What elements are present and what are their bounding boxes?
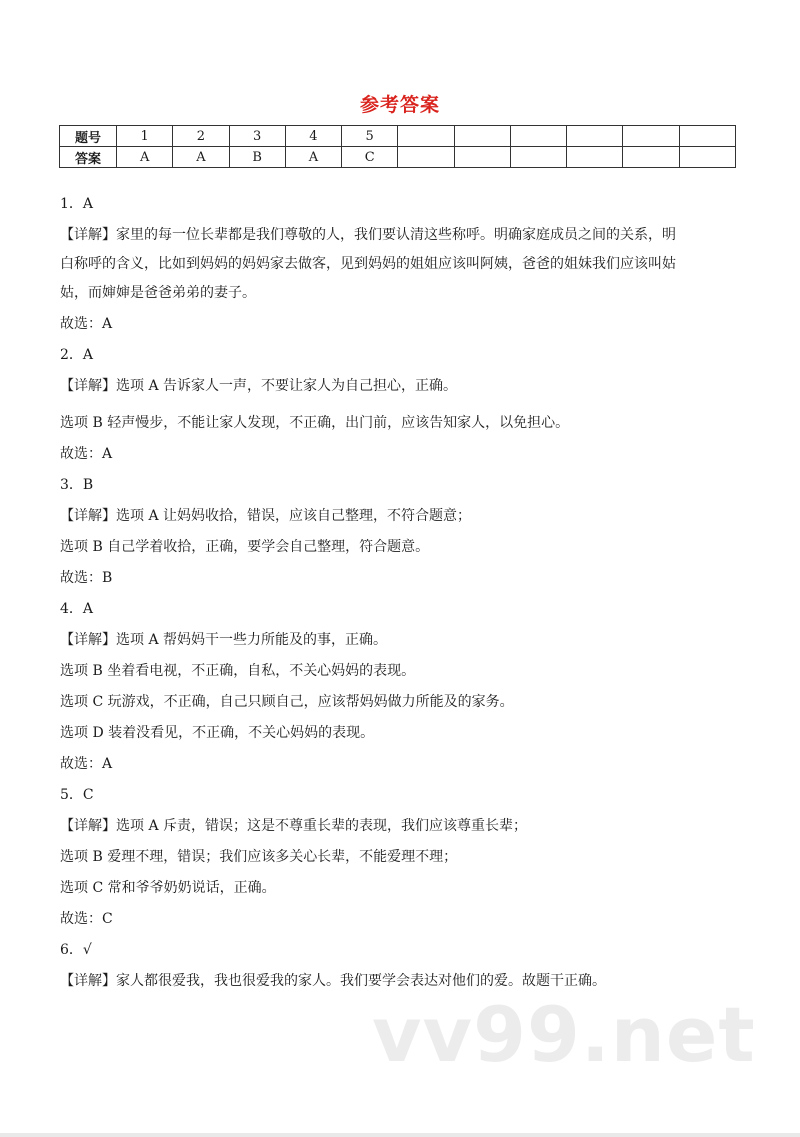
answer-cell: B <box>229 147 285 168</box>
number-cell: 4 <box>285 126 341 147</box>
row-header-answer: 答案 <box>60 147 117 168</box>
watermark-text: vv99.net <box>372 990 756 1079</box>
number-cell <box>454 126 510 147</box>
answer-cell: A <box>285 147 341 168</box>
result-line: 故选：A <box>60 316 113 332</box>
number-cell: 5 <box>342 126 398 147</box>
explanation-line: 【详解】家里的每一位长辈都是我们尊敬的人，我们要认清这些称呼。明确家庭成员之间的关系，明 <box>60 227 676 243</box>
explanation-line: 选项 B 自己学着收拾，正确，要学会自己整理，符合题意。 <box>60 539 430 555</box>
result-line: 故选：A <box>60 446 113 462</box>
answer-cell: A <box>117 147 173 168</box>
number-cell <box>679 126 735 147</box>
number-cell: 3 <box>229 126 285 147</box>
explanation-line: 【详解】家人都很爱我，我也很爱我的家人。我们要学会表达对他们的爱。故题干正确。 <box>60 973 606 989</box>
number-cell: 1 <box>117 126 173 147</box>
result-line: 故选：C <box>60 911 113 927</box>
explanation-line: 选项 B 坐着看电视，不正确，自私，不关心妈妈的表现。 <box>60 663 416 679</box>
number-row <box>60 126 736 147</box>
explanation-line: 选项 C 玩游戏，不正确，自己只顾自己，应该帮妈妈做力所能及的家务。 <box>60 694 514 710</box>
item-number: 5．C <box>60 787 94 803</box>
page-title: 参考答案 <box>359 94 440 116</box>
answer-cell: A <box>173 147 229 168</box>
explanation-line: 选项 B 爱理不理，错误；我们应该多关心长辈，不能爱理不理； <box>60 849 458 865</box>
item-number: 2．A <box>60 347 94 363</box>
item-number: 3．B <box>60 477 94 493</box>
answer-cell <box>567 147 623 168</box>
explanation-line: 【详解】选项 A 帮妈妈干一些力所能及的事，正确。 <box>60 632 388 648</box>
answer-table <box>59 125 736 168</box>
explanation-line: 【详解】选项 A 让妈妈收拾，错误，应该自己整理，不符合题意； <box>60 508 472 524</box>
explanation-line: 【详解】选项 A 斥责，错误；这是不尊重长辈的表现，我们应该尊重长辈； <box>60 818 528 834</box>
item-number: 4．A <box>60 601 94 617</box>
number-cell <box>510 126 566 147</box>
explanations <box>60 194 740 1002</box>
explanation-line: 【详解】选项 A 告诉家人一声，不要让家人为自己担心，正确。 <box>60 378 458 394</box>
answer-cell <box>510 147 566 168</box>
answer-cell <box>398 147 454 168</box>
number-cell <box>398 126 454 147</box>
number-cell: 2 <box>173 126 229 147</box>
bottom-divider <box>0 1133 800 1137</box>
item-number: 1．A <box>60 196 94 212</box>
answer-cell <box>679 147 735 168</box>
explanation-line: 选项 C 常和爷爷奶奶说话，正确。 <box>60 880 276 896</box>
explanation-line: 姑，而婶婶是爸爸弟弟的妻子。 <box>60 285 256 301</box>
answer-cell <box>454 147 510 168</box>
number-cell <box>567 126 623 147</box>
answer-cell <box>623 147 679 168</box>
number-cell <box>623 126 679 147</box>
result-line: 故选：A <box>60 756 113 772</box>
explanation-line: 白称呼的含义，比如到妈妈的妈妈家去做客，见到妈妈的姐姐应该叫阿姨，爸爸的姐妹我们应该叫姑 <box>60 256 676 272</box>
explanation-line: 选项 B 轻声慢步，不能让家人发现，不正确，出门前，应该告知家人，以免担心。 <box>60 415 570 431</box>
item-number: 6．√ <box>60 942 92 958</box>
answer-row <box>60 147 736 168</box>
result-line: 故选：B <box>60 570 113 586</box>
answer-cell: C <box>342 147 398 168</box>
row-header-number: 题号 <box>60 126 117 147</box>
explanation-line: 选项 D 装着没看见，不正确，不关心妈妈的表现。 <box>60 725 375 741</box>
